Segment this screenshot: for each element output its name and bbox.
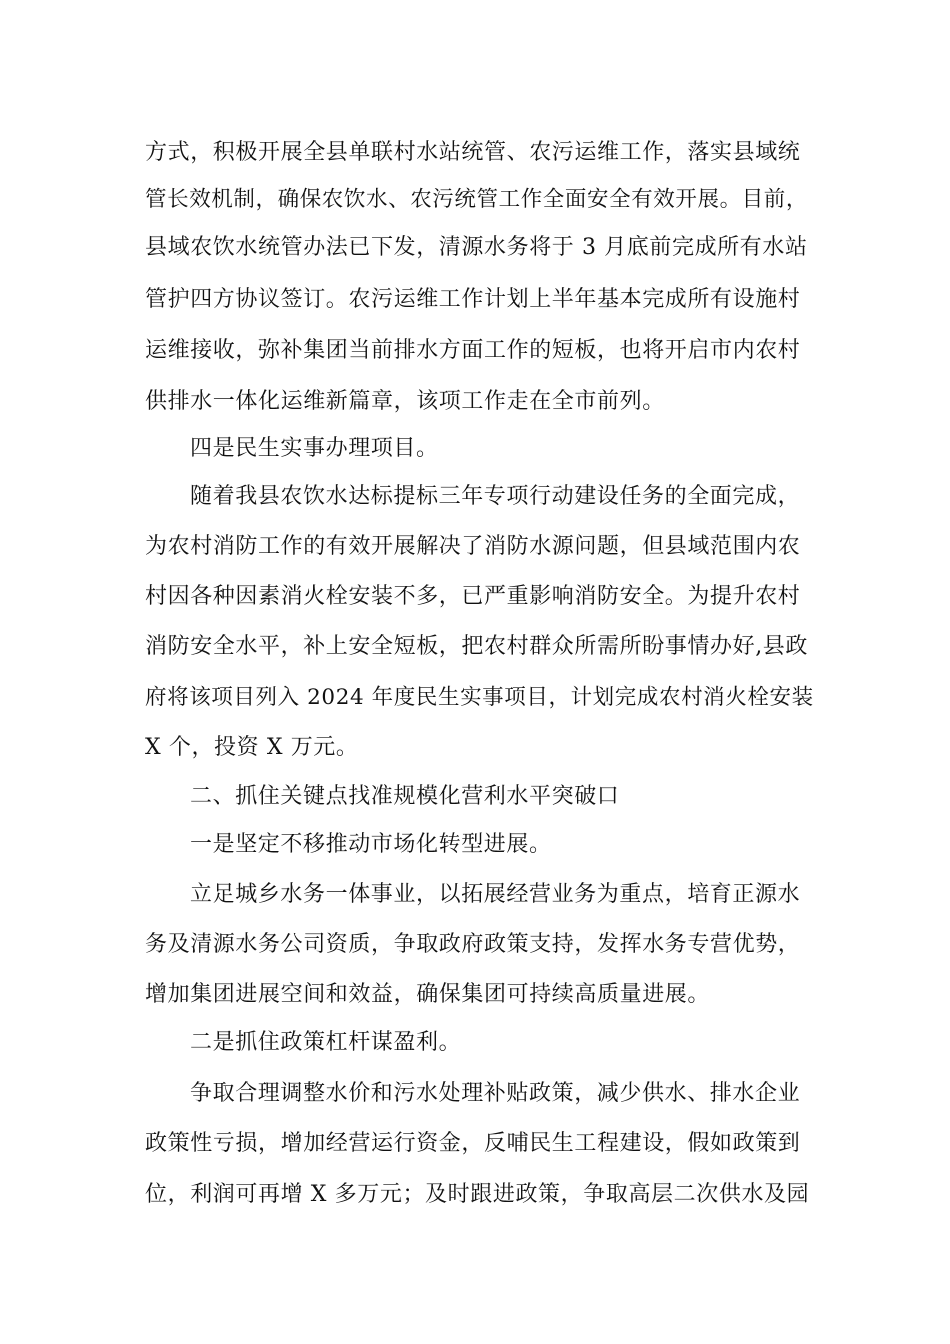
paragraph-line: 供排水一体化运维新篇章，该项工作走在全市前列。	[145, 389, 665, 414]
paragraph-line: 争取合理调整水价和污水处理补贴政策，减少供水、排水企业	[190, 1081, 801, 1106]
paragraph-line: 管长效机制，确保农饮水、农污统管工作全面安全有效开展。目前，	[145, 187, 809, 212]
section-heading: 四是民生实事办理项目。	[190, 436, 439, 461]
paragraph-line: 府将该项目列入 2024 年度民生实事项目，计划完成农村消火栓安装	[145, 685, 814, 710]
paragraph-line: X 个，投资 X 万元。	[145, 735, 359, 760]
paragraph-line: 位，利润可再增 X 多万元；及时跟进政策，争取高层二次供水及园	[145, 1182, 810, 1207]
paragraph-line: 政策性亏损，增加经营运行资金，反哺民生工程建设，假如政策到	[145, 1131, 801, 1156]
section-heading: 一是坚定不移推动市场化转型进展。	[190, 832, 552, 857]
paragraph-line: 管护四方协议签订。农污运维工作计划上半年基本完成所有设施村	[145, 287, 801, 312]
paragraph-line: 立足城乡水务一体事业，以拓展经营业务为重点，培育正源水	[190, 882, 801, 907]
paragraph-line: 务及清源水务公司资质，争取政府政策支持，发挥水务专营优势，	[145, 932, 801, 957]
paragraph-line: 随着我县农饮水达标提标三年专项行动建设任务的全面完成，	[190, 484, 801, 509]
paragraph-line: 为农村消防工作的有效开展解决了消防水源问题，但县域范围内农	[145, 534, 801, 559]
section-heading: 二、抓住关键点找准规模化营利水平突破口	[190, 784, 620, 809]
paragraph-line: 消防安全水平，补上安全短板，把农村群众所需所盼事情办好,县政	[145, 634, 808, 659]
paragraph-line: 增加集团进展空间和效益，确保集团可持续高质量进展。	[145, 982, 711, 1007]
paragraph-line: 县域农饮水统管办法已下发，清源水务将于 3 月底前完成所有水站	[145, 235, 808, 260]
section-heading: 二是抓住政策杠杆谋盈利。	[190, 1030, 462, 1055]
paragraph-line: 村因各种因素消火栓安装不多，已严重影响消防安全。为提升农村	[145, 584, 801, 609]
paragraph-line: 方式，积极开展全县单联村水站统管、农污运维工作，落实县域统	[145, 140, 801, 165]
paragraph-line: 运维接收，弥补集团当前排水方面工作的短板，也将开启市内农村	[145, 338, 801, 363]
